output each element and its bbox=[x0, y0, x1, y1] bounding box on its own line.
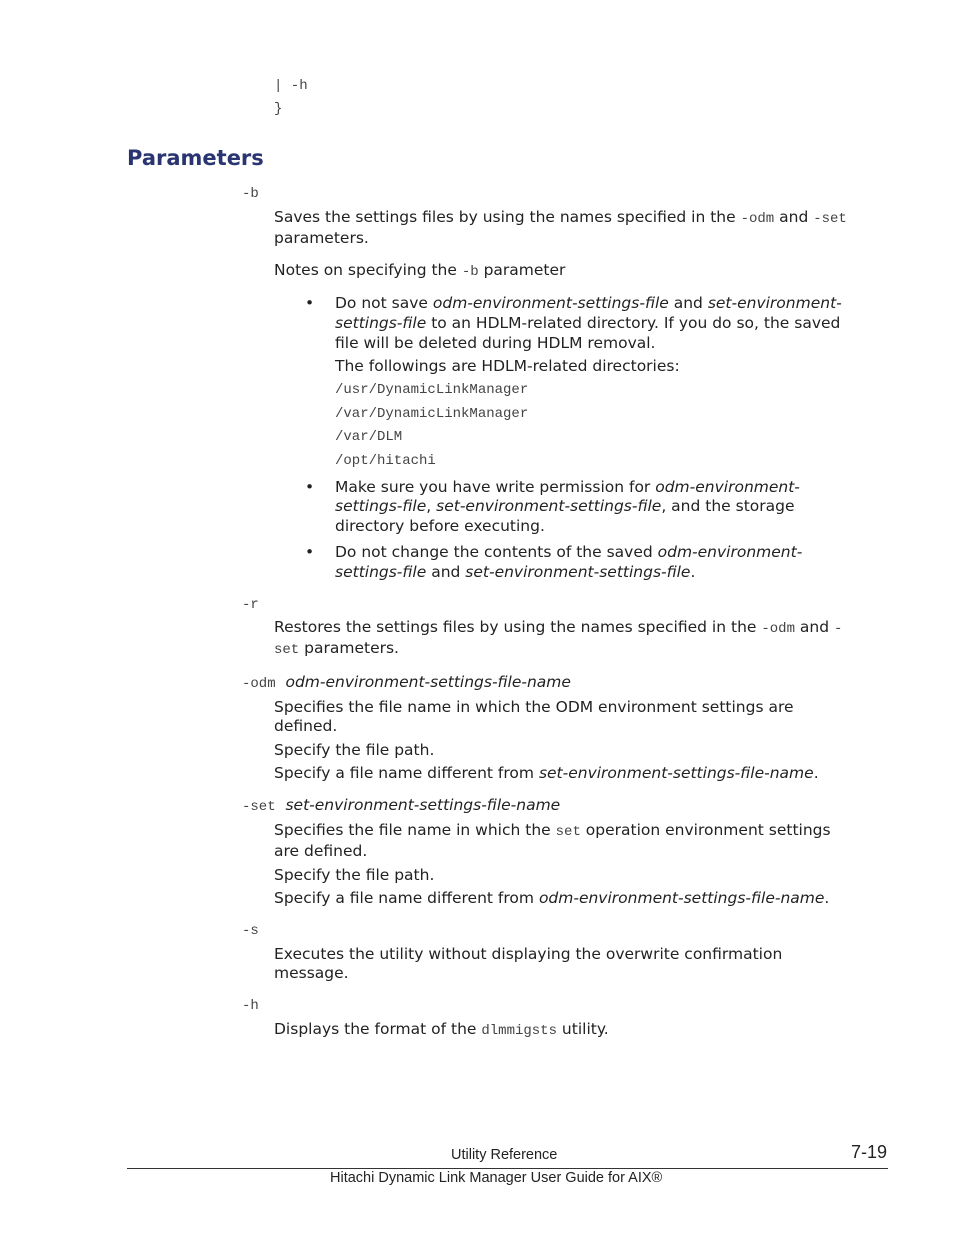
param-set-line2: are defined. bbox=[274, 842, 368, 860]
param-odm-line1: Specifies the file name in which the ODM environment settings are bbox=[274, 698, 794, 716]
param-set-line3: Specify the file path. bbox=[274, 866, 435, 884]
code-line: } bbox=[274, 101, 283, 117]
param-s-line1: Executes the utility without displaying the overwrite confirmation bbox=[274, 945, 783, 963]
param-odm-line3: Specify the file path. bbox=[274, 741, 435, 759]
code-line: | -h bbox=[274, 78, 308, 94]
bullet-marker: • bbox=[305, 294, 315, 312]
bullet3-line2: settings-file and set-environment-settings-file. bbox=[335, 563, 696, 581]
param-term-s: -s bbox=[242, 923, 259, 939]
param-b-notes: Notes on specifying the -b parameter bbox=[274, 261, 566, 280]
param-b-desc-line1: Saves the settings files by using the names specified in the -odm and -set bbox=[274, 208, 847, 227]
bullet3-line1: Do not change the contents of the saved odm-environment- bbox=[335, 543, 803, 561]
directory-path: /usr/DynamicLinkManager bbox=[335, 382, 529, 398]
param-h-line1: Displays the format of the dlmmigsts utility. bbox=[274, 1020, 609, 1039]
directory-path: /opt/hitachi bbox=[335, 453, 436, 469]
param-s-line2: message. bbox=[274, 964, 349, 982]
footer-section-title: Utility Reference bbox=[451, 1147, 558, 1163]
param-r-desc-line1: Restores the settings files by using the names specified in the -odm and - bbox=[274, 618, 843, 637]
bullet1-dirs-intro: The followings are HDLM-related directories: bbox=[335, 357, 680, 375]
param-term-r: -r bbox=[242, 597, 259, 613]
bullet2-line3: directory before executing. bbox=[335, 517, 545, 535]
directory-path: /var/DLM bbox=[335, 429, 403, 445]
bullet-marker: • bbox=[305, 543, 315, 561]
directory-path: /var/DynamicLinkManager bbox=[335, 406, 529, 422]
param-term-b: -b bbox=[242, 186, 259, 202]
param-b-desc-line2: parameters. bbox=[274, 229, 369, 247]
param-set-line4: Specify a file name different from odm-environment-settings-file-name. bbox=[274, 889, 830, 907]
param-term-h: -h bbox=[242, 998, 259, 1014]
footer-book-title: Hitachi Dynamic Link Manager User Guide for AIX® bbox=[330, 1170, 663, 1186]
footer-divider bbox=[127, 1168, 888, 1169]
bullet1-line1: Do not save odm-environment-settings-file and set-environment- bbox=[335, 294, 842, 312]
bullet2-line2: settings-file, set-environment-settings-file, and the storage bbox=[335, 497, 795, 515]
bullet1-line3: file will be deleted during HDLM removal. bbox=[335, 334, 656, 352]
section-heading: Parameters bbox=[127, 146, 264, 170]
bullet1-line2: settings-file to an HDLM-related directory. If you do so, the saved bbox=[335, 314, 841, 332]
bullet-marker: • bbox=[305, 478, 315, 496]
param-r-desc-line2: set parameters. bbox=[274, 639, 399, 658]
bullet2-line1: Make sure you have write permission for odm-environment- bbox=[335, 478, 800, 496]
param-odm-line2: defined. bbox=[274, 717, 338, 735]
param-term-set: -set set-environment-settings-file-name bbox=[242, 796, 561, 815]
param-odm-line4: Specify a file name different from set-environment-settings-file-name. bbox=[274, 764, 819, 782]
param-set-line1: Specifies the file name in which the set operation environment settings bbox=[274, 821, 831, 840]
param-term-odm: -odm odm-environment-settings-file-name bbox=[242, 673, 571, 692]
page-number: 7-19 bbox=[851, 1142, 888, 1162]
